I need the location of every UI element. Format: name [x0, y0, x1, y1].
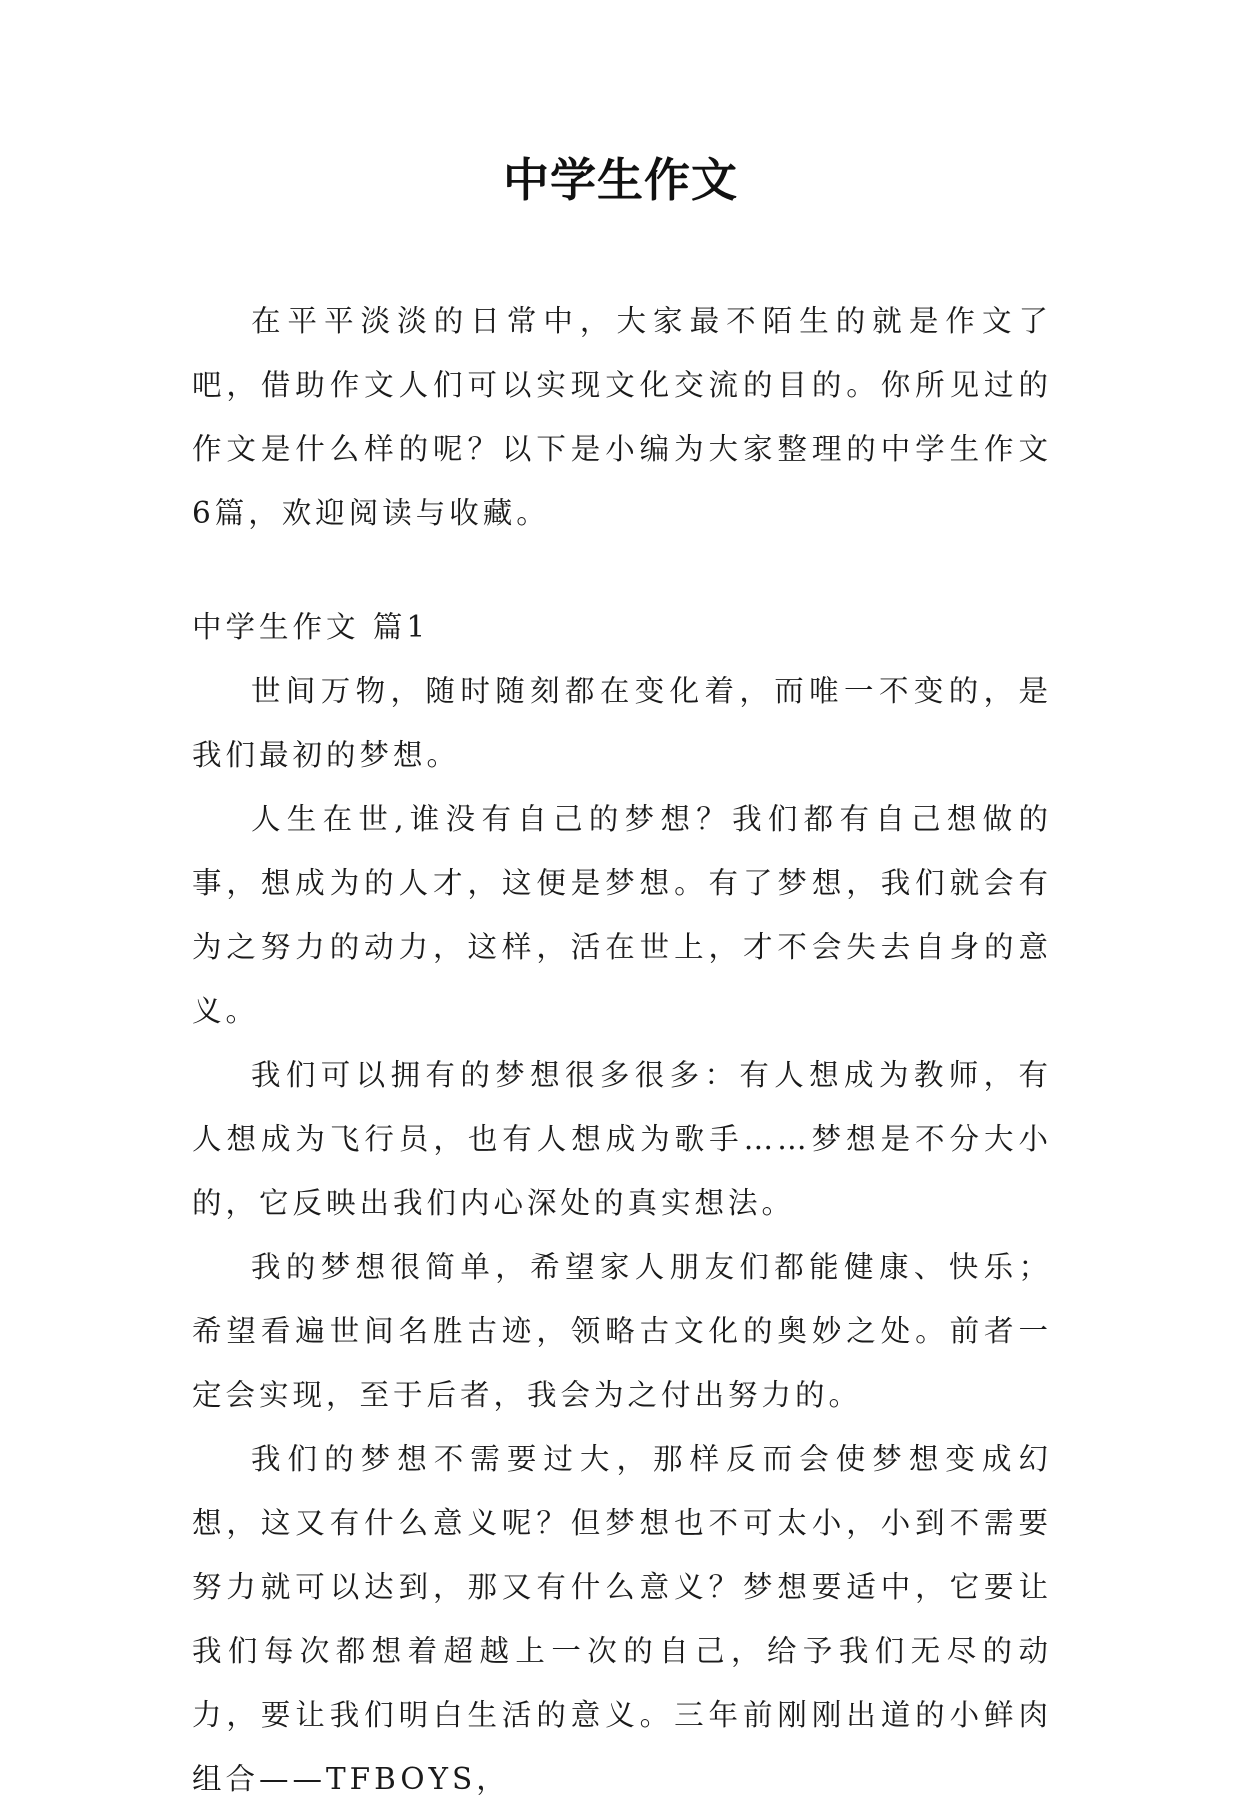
document-title: 中学生作文	[503, 153, 738, 207]
body-paragraph: 我们的梦想不需要过大，那样反而会使梦想变成幻想，这又有什么意义呢？但梦想也不可太小，小到不需要努力就可以达到，那又有什么意义？梦想要适中，它要让我们每次都想着超越上一次的自己，给予我们无尽的动力，要让我们明白生活的意义。三年前刚刚出道的小鲜肉组合——TFBOYS，	[192, 1442, 1052, 1796]
body-paragraph: 我的梦想很简单，希望家人朋友们都能健康、快乐；希望看遍世间名胜古迹，领略古文化的奥妙之处。前者一定会实现，至于后者，我会为之付出努力的。	[192, 1250, 1052, 1412]
intro-paragraph: 在平平淡淡的日常中，大家最不陌生的就是作文了吧，借助作文人们可以实现文化交流的目的。你所见过的作文是什么样的呢？以下是小编为大家整理的中学生作文6篇，欢迎阅读与收藏。	[192, 304, 1052, 530]
body-paragraph: 世间万物，随时随刻都在变化着，而唯一不变的，是我们最初的梦想。	[192, 674, 1052, 772]
section-heading: 中学生作文 篇1	[192, 610, 430, 644]
body-paragraph: 人生在世,谁没有自己的梦想？我们都有自己想做的事，想成为的人才，这便是梦想。有了梦想，我们就会有为之努力的动力，这样，活在世上，才不会失去自身的意义。	[192, 802, 1052, 1028]
document-body	[192, 289, 1052, 1811]
body-paragraph: 我们可以拥有的梦想很多很多：有人想成为教师，有人想成为飞行员，也有人想成为歌手……梦想是不分大小的，它反映出我们内心深处的真实想法。	[192, 1058, 1052, 1220]
